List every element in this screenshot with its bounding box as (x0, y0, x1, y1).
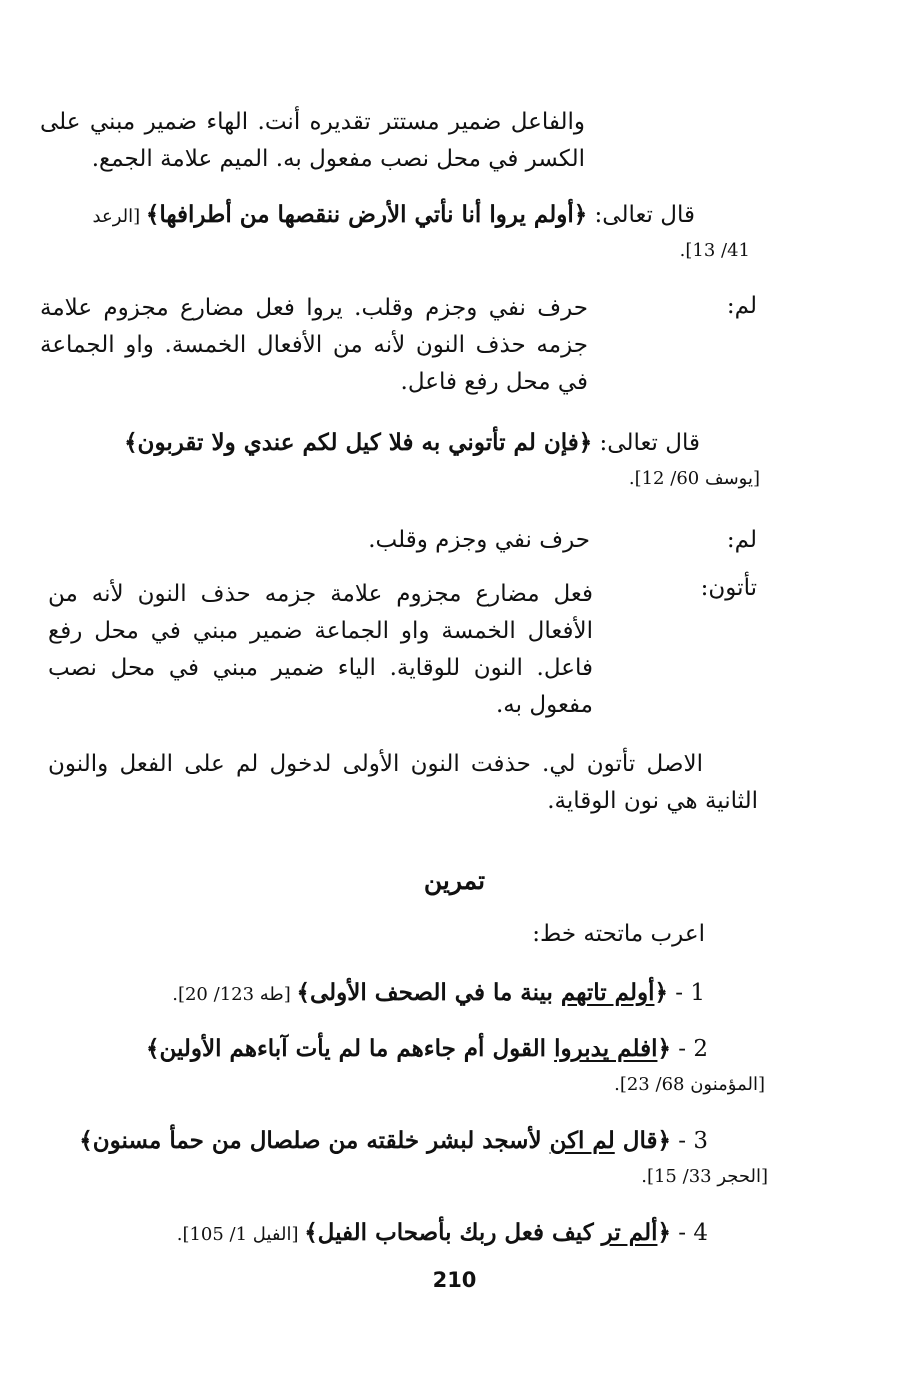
exercise-item-1 (150, 974, 705, 1013)
text-line: الثانية هي نون الوقاية. (547, 788, 758, 814)
paragraph-subject-note (40, 104, 585, 178)
quote-intro: قال تعالى: (592, 430, 700, 456)
entry-explanation (300, 522, 590, 559)
text-line: حرف نفي وجزم وقلب. (368, 527, 590, 553)
quote-verse: ﴿أولم يروا أنا نأتي الأرض ننقصها من أطرافها﴾ (145, 201, 588, 228)
verse-open: ﴿ (657, 1035, 671, 1062)
text-line: مفعول به. (496, 692, 593, 718)
verse-open: ﴿قال (614, 1127, 671, 1154)
verse-open: ﴿ (654, 979, 668, 1006)
exercise-item-3 (40, 1122, 708, 1160)
quote-reference: [يوسف 60/ 12]. (628, 468, 760, 489)
item-number: 2 - (670, 1036, 708, 1062)
item-number: 1 - (667, 980, 705, 1006)
exercise-item-2 (40, 1030, 708, 1068)
text-line: الأفعال الخمسة واو الجماعة ضمير مبني في محل رفع (48, 618, 593, 644)
entry-label: لم: (726, 527, 757, 553)
text-line: فعل مضارع مجزوم علامة جزمه حذف النون لأنه من (48, 581, 593, 607)
entry-explanation (48, 576, 593, 724)
entry-label: لم: (726, 293, 757, 319)
verse-rest: لأسجد لبشر خلقته من صلصال من حمأ مسنون﴾ (79, 1127, 550, 1154)
exercise-instruction (300, 916, 705, 953)
quran-quote-1 (40, 196, 695, 235)
text-line: في محل رفع فاعل. (400, 369, 588, 395)
entry-explanation (40, 290, 588, 401)
quote-reference: [الرعد (92, 206, 146, 227)
section-heading: تمرين (423, 866, 486, 895)
verse-rest: كيف فعل ربك بأصحاب الفيل﴾ (304, 1219, 602, 1246)
item-number: 4 - (670, 1220, 708, 1246)
verse-reference: [طه 123/ 20]. (172, 984, 297, 1005)
quote-verse: ﴿فإن لم تأتوني به فلا كيل لكم عندي ولا تقربون﴾ (124, 429, 593, 456)
underlined-target: لم اكن (549, 1127, 615, 1154)
verse-open: ﴿ (657, 1219, 671, 1246)
item-number: 3 - (670, 1128, 708, 1154)
verse-reference: [الفيل 1/ 105]. (176, 1224, 305, 1245)
underlined-target: افلم يدبروا (554, 1035, 658, 1062)
underlined-target: ألم تر (601, 1219, 658, 1246)
verse-reference: [الحجر 33/ 15]. (641, 1166, 768, 1187)
text-line: الكسر في محل نصب مفعول به. الميم علامة الجمع. (91, 146, 585, 172)
page-number: 210 (432, 1268, 477, 1292)
text-line: الاصل تأتون لي. حذفت النون الأولى لدخول لم على الفعل والنون (48, 751, 703, 777)
paragraph-origin-note (48, 746, 758, 820)
instruction-text: اعرب ماتحته خط: (532, 921, 705, 947)
verse-rest: بينة ما في الصحف الأولى﴾ (296, 979, 561, 1006)
entry-label: تأتون: (700, 575, 757, 601)
exercise-item-4 (120, 1214, 708, 1253)
text-line: حرف نفي وجزم وقلب. يروا فعل مضارع مجزوم علامة (40, 295, 588, 321)
text-line: والفاعل ضمير مستتر تقديره أنت. الهاء ضمير مبني على (40, 109, 585, 135)
text-line: جزمه حذف النون لأنه من الأفعال الخمسة. واو الجماعة (40, 332, 588, 358)
quote-reference-continued: 41/ 13]. (679, 240, 750, 261)
quote-intro: قال تعالى: (587, 202, 695, 228)
verse-rest: القول أم جاءهم ما لم يأت آباءهم الأولين﴾ (145, 1035, 555, 1062)
text-line: فاعل. النون للوقاية. الياء ضمير مبني في محل نصب (48, 655, 593, 681)
quran-quote-2 (40, 424, 700, 462)
verse-reference: [المؤمنون 68/ 23]. (614, 1074, 765, 1095)
underlined-target: أولم تاتهم (560, 979, 655, 1006)
